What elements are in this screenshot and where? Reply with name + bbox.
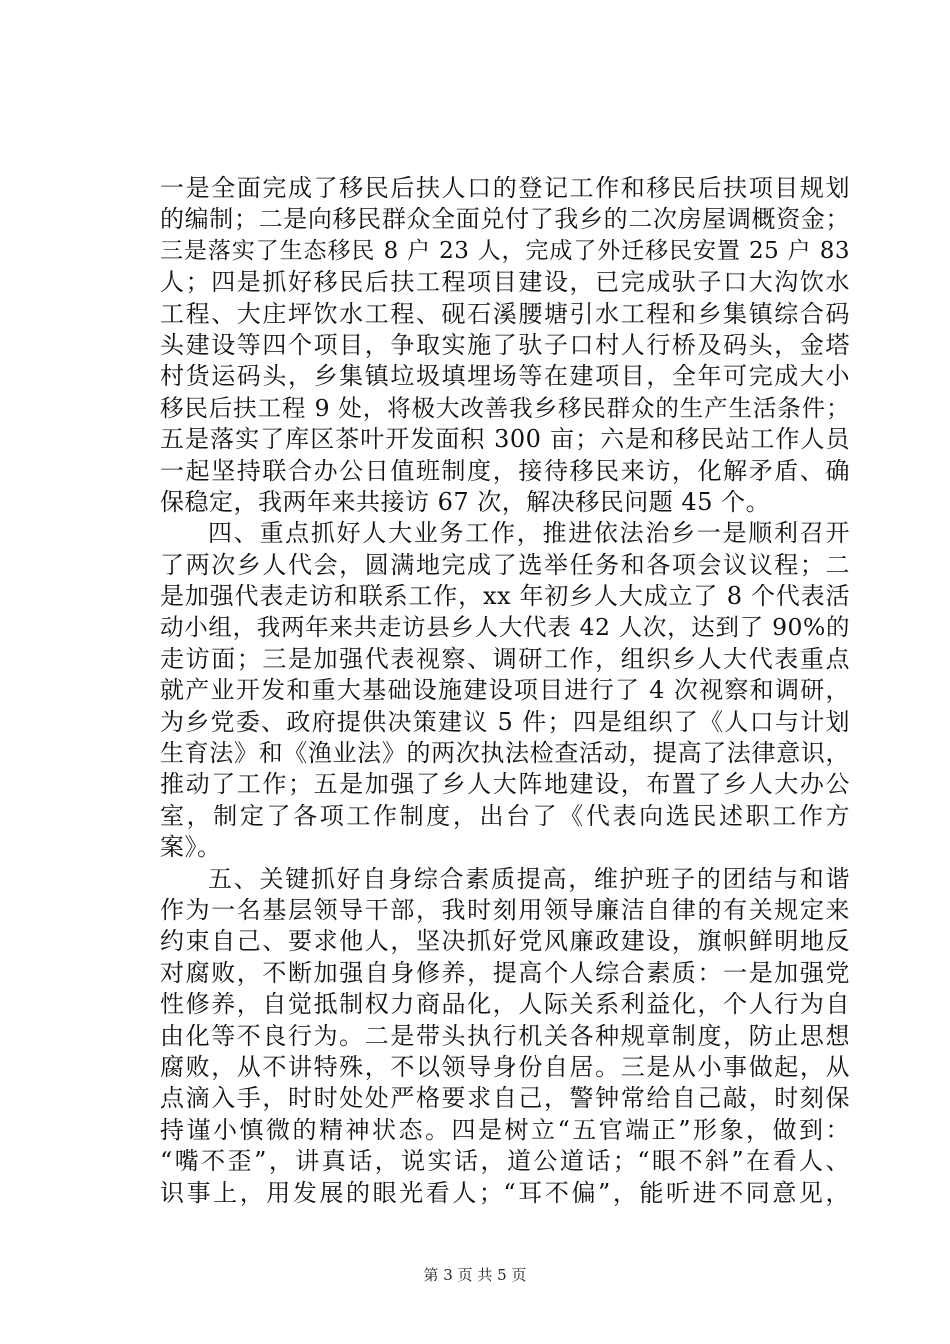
text-line: 约束自己、要求他人，坚决抓好党风廉政建设，旗帜鲜明地反 bbox=[160, 927, 850, 956]
text-line: 工程、大庄坪饮水工程、砚石溪腰塘引水工程和乡集镇综合码 bbox=[160, 299, 850, 328]
section-heading-line: 四、重点抓好人大业务工作，推进依法治乡一是顺利召开 bbox=[208, 519, 850, 548]
text-line: 一起坚持联合办公日值班制度，接待移民来访，化解矛盾、确 bbox=[160, 456, 850, 485]
text-line: 识事上，用发展的眼光看人；“耳不偏”，能听进不同意见， bbox=[160, 1178, 850, 1207]
text-line: 作为一名基层领导干部，我时刻用领导廉洁自律的有关规定来 bbox=[160, 895, 850, 924]
text-line: 推动了工作；五是加强了乡人大阵地建设，布置了乡人大办公 bbox=[160, 770, 850, 799]
text-line: 生育法》和《渔业法》的两次执法检查活动，提高了法律意识， bbox=[160, 739, 850, 768]
text-line: 一是全面完成了移民后扶人口的登记工作和移民后扶项目规划 bbox=[160, 174, 850, 202]
text-line: 了两次乡人代会，圆满地完成了选举任务和各项会议议程；二 bbox=[160, 550, 850, 579]
text-line: 五是落实了库区茶叶开发面积 300 亩；六是和移民站工作人员 bbox=[160, 425, 850, 454]
text-line: 的编制；二是向移民群众全面兑付了我乡的二次房屋调概资金； bbox=[160, 205, 850, 234]
text-line: 是加强代表走访和联系工作，xx 年初乡人大成立了 8 个代表活 bbox=[160, 582, 850, 611]
text-line: 动小组，我两年来共走访县乡人大代表 42 人次，达到了 90%的 bbox=[160, 613, 850, 642]
paragraph-end-line: 保稳定，我两年来共接访 67 次，解决移民问题 45 个。 bbox=[160, 487, 771, 516]
page-number-footer: 第 3 页 共 5 页 bbox=[423, 1266, 527, 1284]
text-line: “嘴不歪”，讲真话，说实话，道公道话；“眼不斜”在看人、 bbox=[160, 1147, 850, 1176]
text-line: 由化等不良行为。二是带头执行机关各种规章制度，防止思想 bbox=[160, 1021, 850, 1050]
text-line: 三是落实了生态移民 8 户 23 人，完成了外迁移民安置 25 户 83 bbox=[160, 237, 850, 264]
section-heading-line: 五、关键抓好自身综合素质提高，维护班子的团结与和谐 bbox=[208, 864, 850, 893]
document-body bbox=[160, 173, 850, 1209]
text-line: 村货运码头，乡集镇垃圾填埋场等在建项目，全年可完成大小 bbox=[160, 362, 850, 391]
text-line: 性修养，自觉抵制权力商品化，人际关系利益化，个人行为自 bbox=[160, 990, 850, 1019]
text-line: 对腐败，不断加强自身修养，提高个人综合素质：一是加强党 bbox=[160, 958, 850, 987]
paragraph-end-line: 案》。 bbox=[160, 833, 222, 862]
text-line: 持谨小慎微的精神状态。四是树立“五官端正”形象，做到： bbox=[160, 1115, 850, 1144]
text-line: 点滴入手，时时处处严格要求自己，警钟常给自己敲，时刻保 bbox=[160, 1084, 850, 1113]
text-line: 走访面；三是加强代表视察、调研工作，组织乡人大代表重点 bbox=[160, 644, 850, 673]
text-line: 就产业开发和重大基础设施建设项目进行了 4 次视察和调研， bbox=[160, 676, 850, 705]
text-line: 腐败，从不讲特殊，不以领导身份自居。三是从小事做起，从 bbox=[160, 1052, 850, 1081]
text-line: 人；四是抓好移民后扶工程项目建设，已完成驮子口大沟饮水 bbox=[160, 268, 850, 297]
text-line: 为乡党委、政府提供决策建议 5 件；四是组织了《人口与计划 bbox=[160, 707, 850, 736]
text-line: 室，制定了各项工作制度，出台了《代表向选民述职工作方 bbox=[160, 801, 850, 830]
text-line: 头建设等四个项目，争取实施了驮子口村人行桥及码头，金塔 bbox=[160, 330, 850, 359]
text-line: 移民后扶工程 9 处，将极大改善我乡移民群众的生产生活条件； bbox=[160, 393, 850, 422]
